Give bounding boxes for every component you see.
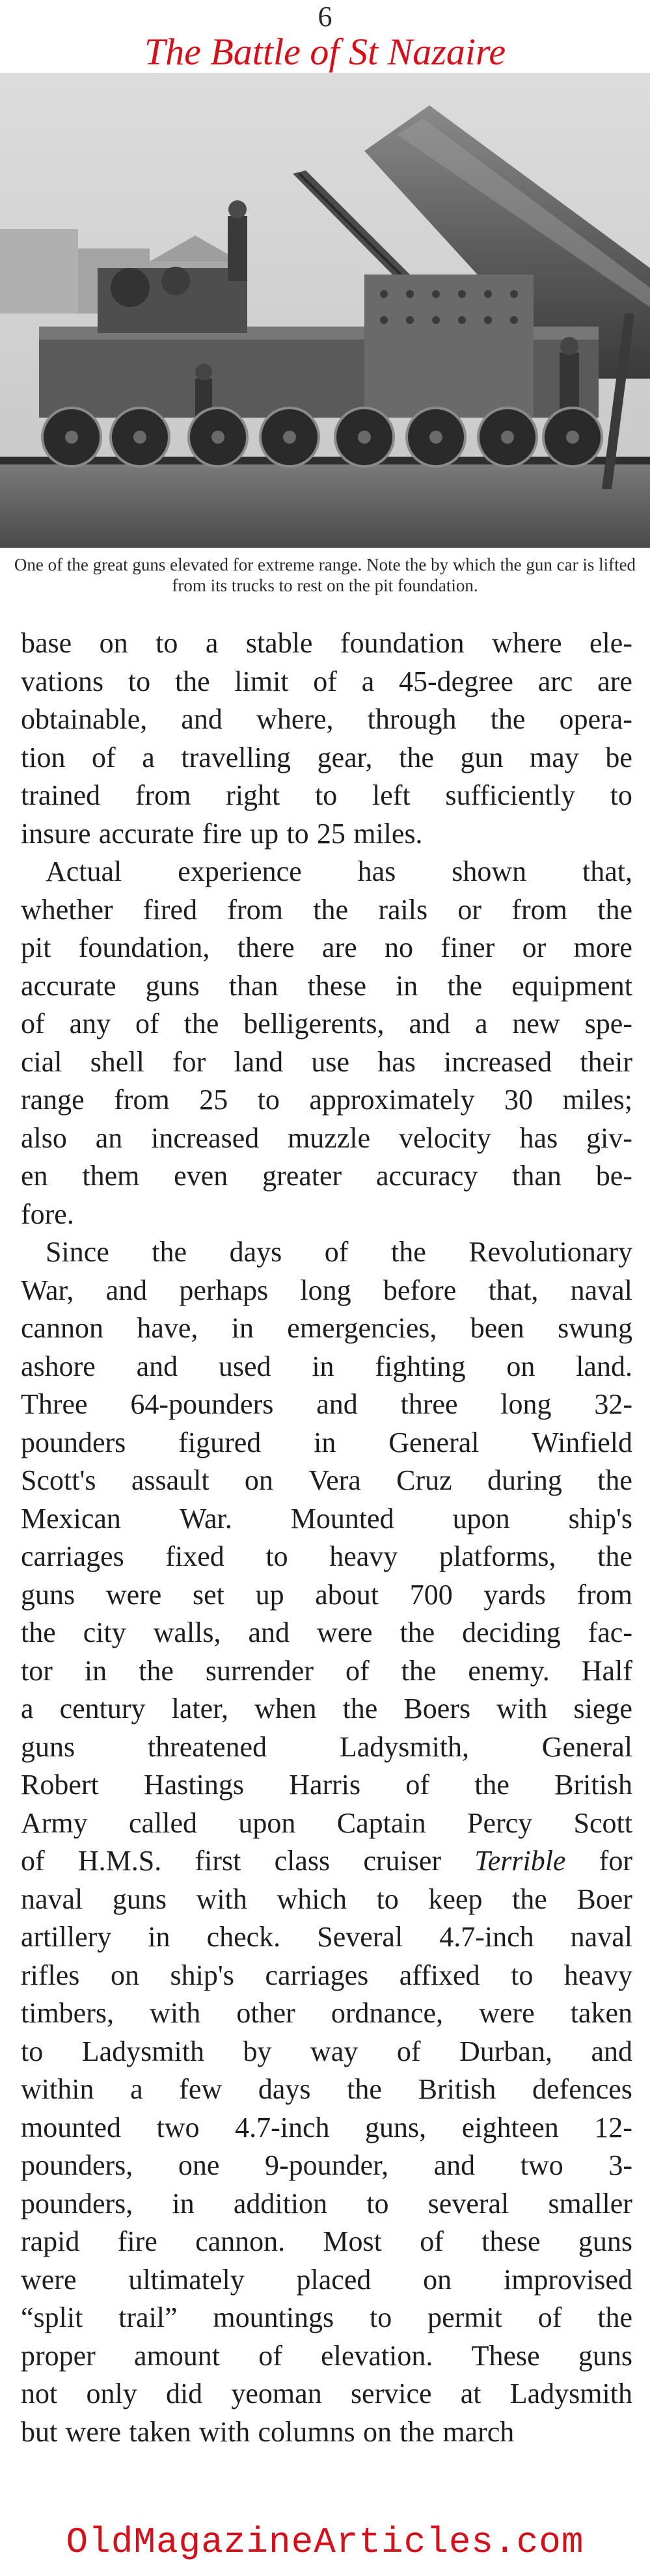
text-line: range from 25 to approximately 30 miles; xyxy=(21,1084,632,1116)
text-line: were ultimately placed on improvised xyxy=(21,2263,632,2296)
text-line: base on to a stable foundation where ele- xyxy=(21,627,632,659)
text-line: not only did yeoman service at Ladysmith xyxy=(21,2378,632,2409)
text-line: War, and perhaps long before that, naval xyxy=(21,1274,632,1306)
text-line: Scott's assault on Vera Cruz during the xyxy=(21,1464,632,1496)
railway-gun-photo xyxy=(0,73,650,548)
text-line: tor in the surrender of the enemy. Half xyxy=(21,1654,632,1687)
text-line: Actual experience has shown that, xyxy=(46,855,632,887)
text-line: guns threatened Ladysmith, General xyxy=(21,1730,632,1763)
text-line: of any of the belligerents, and a new spe- xyxy=(21,1008,632,1040)
text-line: tion of a travelling gear, the gun may be xyxy=(21,741,632,773)
text-line: cial shell for land use has increased their xyxy=(21,1045,632,1078)
text-line: also an increased muzzle velocity has giv- xyxy=(21,1121,632,1154)
text-line: a century later, when the Boers with siege xyxy=(21,1693,632,1724)
text-line: “split trail” mountings to permit of the xyxy=(21,2301,632,2333)
text-line: insure accurate fire up to 25 miles. xyxy=(21,817,423,850)
text-line: cannon have, in emergencies, been swung xyxy=(21,1312,632,1344)
text-line: Army called upon Captain Percy Scott xyxy=(21,1806,632,1839)
text-line: accurate guns than these in the equipment xyxy=(21,969,632,1002)
text-line: artillery in check. Several 4.7-inch naval xyxy=(21,1921,632,1953)
text-line: ashore and used in fighting on land. xyxy=(21,1350,632,1382)
text-line: whether fired from the rails or from the xyxy=(21,893,632,926)
text-line: pounders, one 9-pounder, and two 3- xyxy=(21,2149,632,2181)
text-line: Since the days of the Revolutionary xyxy=(46,1236,632,1268)
figure-caption: One of the great guns elevated for extreme range. Note the by which the gun car is lifted from its trucks to rest on the pit foundation. xyxy=(14,555,636,595)
text-line: en them even greater accuracy than be- xyxy=(21,1160,632,1192)
text-line: pounders, in addition to several smaller xyxy=(21,2187,632,2220)
text-line: the city walls, and were the deciding fac- xyxy=(21,1617,632,1648)
text-line: vations to the limit of a 45-degree arc are xyxy=(21,665,632,697)
text-line: trained from right to left sufficiently to xyxy=(21,779,632,811)
article-body xyxy=(21,624,632,2451)
text-line: naval guns with which to keep the Boer xyxy=(21,1883,632,1915)
text-line: timbers, with other ordnance, were taken xyxy=(21,1997,632,2029)
text-line: proper amount of elevation. These guns xyxy=(21,2339,632,2372)
text-line: within a few days the British defences xyxy=(21,2073,632,2105)
text-line: Mexican War. Mounted upon ship's xyxy=(21,1502,632,1535)
text-line: obtainable, and where, through the opera- xyxy=(21,703,632,735)
text-line: but were taken with columns on the march xyxy=(21,2415,515,2448)
article-title: The Battle of St Nazaire xyxy=(144,31,506,73)
page-number: 6 xyxy=(318,1,332,33)
text-line: pit foundation, there are no finer or more xyxy=(21,932,632,963)
text-line: rapid fire cannon. Most of these guns xyxy=(21,2225,632,2257)
text-line: of H.M.S. first class cruiser Terrible for xyxy=(21,1845,632,1877)
text-line: pounders figured in General Winfield xyxy=(21,1426,632,1458)
text-line: Robert Hastings Harris of the British xyxy=(21,1769,632,1801)
text-line: mounted two 4.7-inch guns, eighteen 12- xyxy=(21,2111,632,2143)
text-line: guns were set up about 700 yards from xyxy=(21,1578,632,1611)
text-line: fore. xyxy=(21,1198,74,1230)
site-footer: OldMagazineArticles.com xyxy=(66,2521,584,2563)
text-line: rifles on ship's carriages affixed to heavy xyxy=(21,1959,632,1991)
text-line: to Ladysmith by way of Durban, and xyxy=(21,2035,632,2067)
text-line: carriages fixed to heavy platforms, the xyxy=(21,1540,632,1572)
text-line: Three 64-pounders and three long 32- xyxy=(21,1388,632,1420)
